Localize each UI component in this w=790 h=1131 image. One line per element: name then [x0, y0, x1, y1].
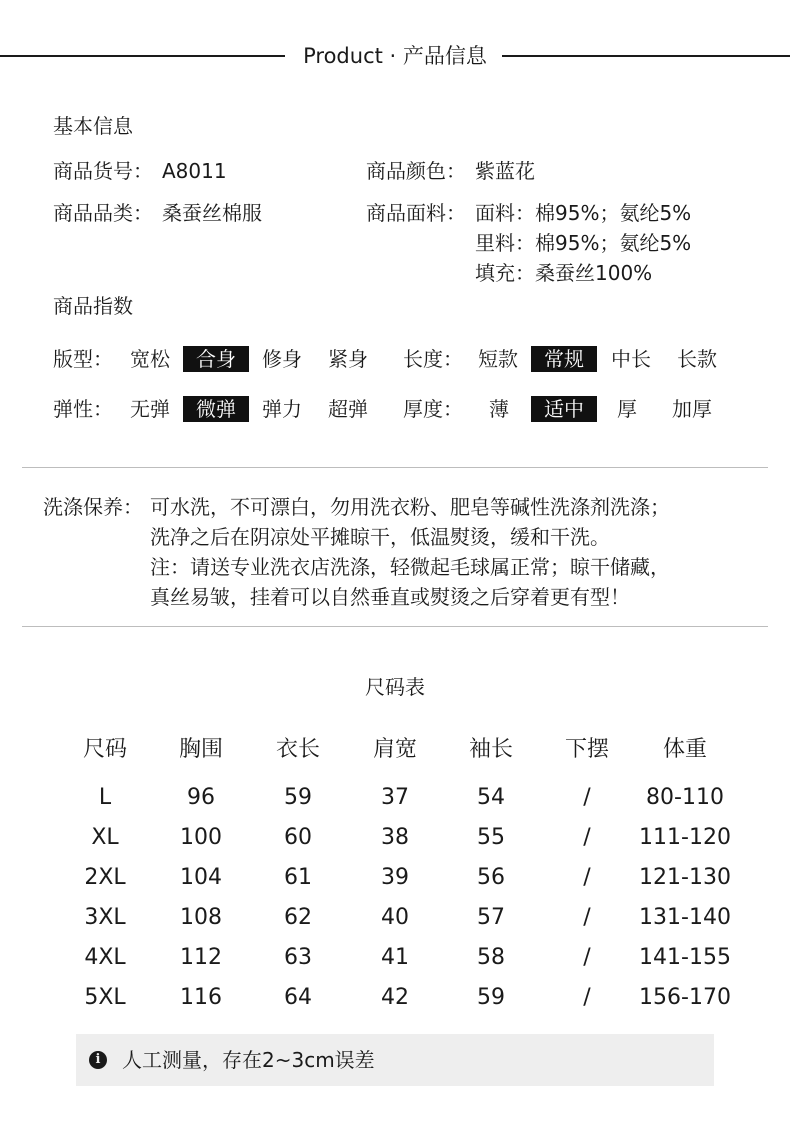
length-option-selected: 常规	[531, 346, 597, 372]
table-cell: 55	[477, 825, 505, 850]
table-cell: 141-155	[639, 945, 731, 970]
note-text: 人工测量，存在2~3cm误差	[122, 1048, 375, 1072]
fit-row	[0, 346, 790, 372]
fabric-line: 面料：棉95%；氨纶5%	[475, 201, 692, 225]
table-cell: 54	[477, 785, 505, 810]
length-option: 中长	[611, 347, 651, 371]
table-cell: /	[583, 825, 591, 850]
header-rule-left	[0, 55, 285, 57]
header-rule-right	[502, 55, 790, 57]
fit-option: 宽松	[130, 347, 170, 371]
table-cell: XL	[91, 825, 119, 850]
care-line: 洗净之后在阴凉处平摊晾干，低温熨烫，缓和干洗。	[150, 525, 610, 549]
stretch-option: 弹力	[262, 397, 302, 421]
care-line: 可水洗，不可漂白，勿用洗衣粉、肥皂等碱性洗涤剂洗涤；	[150, 495, 670, 519]
stretch-option-selected: 微弹	[183, 396, 249, 422]
table-cell: 111-120	[639, 825, 731, 850]
table-cell: 40	[381, 905, 409, 930]
table-cell: 121-130	[639, 865, 731, 890]
table-cell: 38	[381, 825, 409, 850]
size-table-title: 尺码表	[365, 675, 425, 699]
table-cell: 39	[381, 865, 409, 890]
measurement-note	[76, 1034, 714, 1086]
table-cell: 57	[477, 905, 505, 930]
table-cell: 61	[284, 865, 312, 890]
length-label: 长度：	[403, 347, 463, 371]
fit-option-selected: 合身	[183, 346, 249, 372]
info-icon: i	[89, 1051, 107, 1069]
table-cell: 59	[477, 985, 505, 1010]
table-cell: 112	[180, 945, 222, 970]
table-cell: 80-110	[646, 785, 724, 810]
table-row	[0, 905, 790, 935]
table-row	[0, 865, 790, 895]
size-table	[0, 730, 790, 1020]
table-cell: L	[98, 785, 112, 810]
table-cell: /	[583, 865, 591, 890]
fabric-line: 里料：棉95%；氨纶5%	[475, 231, 692, 255]
table-cell: /	[583, 945, 591, 970]
fit-option: 修身	[262, 347, 302, 371]
length-option: 短款	[478, 347, 518, 371]
table-row	[0, 985, 790, 1015]
header-cell: 肩宽	[372, 737, 417, 762]
table-cell: 2XL	[84, 865, 126, 890]
header-cell: 袖长	[468, 737, 513, 762]
header-cell: 尺码	[82, 737, 127, 762]
fabric-line: 填充：桑蚕丝100%	[475, 261, 653, 285]
care-line: 注：请送专业洗衣店洗涤，轻微起毛球属正常；晾干储藏，	[150, 555, 670, 579]
color-value: 紫蓝花	[475, 159, 535, 183]
fit-option: 紧身	[328, 347, 368, 371]
table-cell: 116	[180, 985, 222, 1010]
table-cell: 3XL	[84, 905, 126, 930]
category-value: 桑蚕丝棉服	[162, 201, 262, 225]
table-cell: 64	[284, 985, 312, 1010]
header-cell: 下摆	[564, 737, 609, 762]
size-table-header	[0, 730, 790, 762]
thickness-label: 厚度：	[403, 397, 463, 421]
table-cell: 131-140	[639, 905, 731, 930]
index-heading: 商品指数	[53, 294, 133, 318]
table-cell: 42	[381, 985, 409, 1010]
category-label: 商品品类：	[53, 201, 153, 225]
table-row	[0, 785, 790, 815]
stretch-label: 弹性：	[53, 397, 113, 421]
divider	[22, 467, 768, 468]
table-cell: 60	[284, 825, 312, 850]
table-cell: 59	[284, 785, 312, 810]
table-cell: 96	[187, 785, 215, 810]
thickness-option: 加厚	[672, 397, 712, 421]
table-cell: 56	[477, 865, 505, 890]
table-cell: 4XL	[84, 945, 126, 970]
color-label: 商品颜色：	[366, 159, 466, 183]
fit-label: 版型：	[53, 347, 113, 371]
table-cell: 41	[381, 945, 409, 970]
thickness-option: 薄	[489, 397, 509, 421]
table-cell: 62	[284, 905, 312, 930]
page-title: Product · 产品信息	[303, 44, 487, 68]
stretch-option: 无弹	[130, 397, 170, 421]
fabric-label: 商品面料：	[366, 201, 466, 225]
care-line: 真丝易皱，挂着可以自然垂直或熨烫之后穿着更有型！	[150, 585, 630, 609]
table-cell: /	[583, 785, 591, 810]
divider	[22, 626, 768, 627]
stretch-option: 超弹	[328, 397, 368, 421]
basic-info-heading: 基本信息	[53, 114, 133, 138]
table-cell: 108	[180, 905, 222, 930]
header-cell: 衣长	[275, 737, 320, 762]
stretch-row	[0, 396, 790, 422]
thickness-option-selected: 适中	[531, 396, 597, 422]
header-cell: 胸围	[178, 737, 223, 762]
care-label: 洗涤保养：	[43, 495, 143, 519]
table-cell: 100	[180, 825, 222, 850]
length-option: 长款	[677, 347, 717, 371]
table-cell: 58	[477, 945, 505, 970]
sku-label: 商品货号：	[53, 159, 153, 183]
table-cell: 63	[284, 945, 312, 970]
table-cell: /	[583, 905, 591, 930]
table-cell: /	[583, 985, 591, 1010]
table-cell: 156-170	[639, 985, 731, 1010]
table-row	[0, 825, 790, 855]
table-cell: 104	[180, 865, 222, 890]
table-cell: 37	[381, 785, 409, 810]
table-cell: 5XL	[84, 985, 126, 1010]
thickness-option: 厚	[617, 397, 637, 421]
table-row	[0, 945, 790, 975]
sku-value: A8011	[162, 159, 227, 183]
header-cell: 体重	[662, 737, 707, 762]
